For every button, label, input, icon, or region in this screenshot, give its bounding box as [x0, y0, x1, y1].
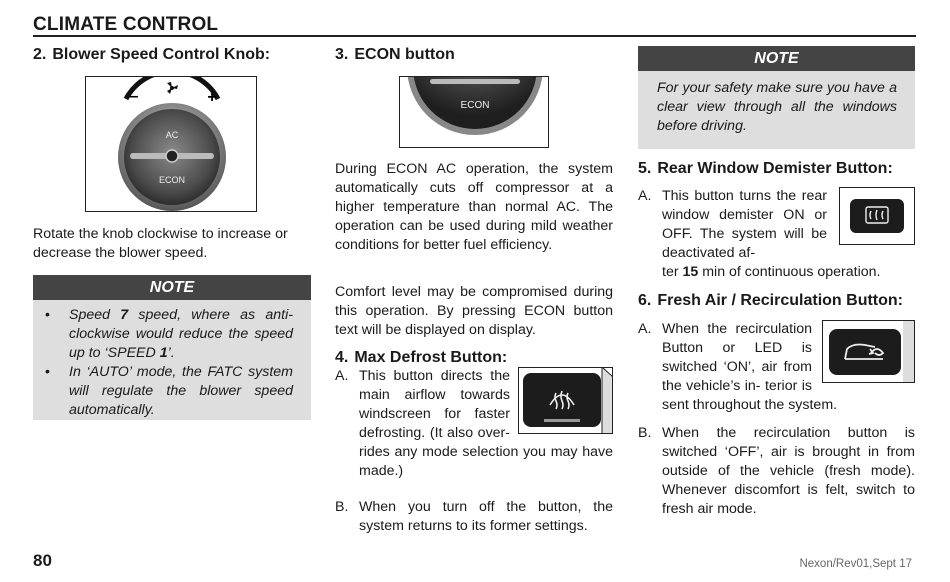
ac-label: AC [165, 130, 179, 140]
section-number: 2. [33, 46, 47, 63]
section-number: 6. [638, 292, 652, 309]
defrost-button-illustration [518, 367, 613, 434]
defrost-button-figure [518, 367, 613, 434]
demister-button-body [850, 199, 904, 233]
item-marker: A. [638, 188, 652, 204]
blower-knob-illustration [86, 77, 257, 212]
column-2 [335, 44, 613, 534]
page-title: CLIMATE CONTROL [33, 14, 219, 35]
defrost-item-a [335, 367, 613, 481]
item-marker: B. [638, 425, 652, 441]
section-4-heading [335, 347, 613, 369]
recirc-button-illustration [823, 321, 914, 382]
section-title: Max Defrost Button: [354, 349, 508, 366]
note-heading: NOTE [33, 275, 311, 300]
section-5-heading [638, 158, 915, 180]
note-bullet-2: • In ‘AUTO’ mode, the FATC system will regulate the blower speed automatically. [45, 364, 293, 418]
note-bullets [33, 300, 311, 420]
recirc-item-b: B. When the recirculation button is switched ‘OFF’, air is brought in from outside of the vehicle (fresh mode). Whenever discomfort is felt, switch to fresh air mode. [638, 425, 915, 517]
section-number: 3. [335, 46, 349, 63]
minus-sign: – [129, 88, 139, 105]
blower-instructions: Rotate the knob clockwise to increase or decrease the blower speed. [33, 226, 288, 261]
defrost-item-b: B. When you turn off the button, the system returns to its former settings. [335, 499, 613, 534]
note-safety-text: For your safety make sure you have a clear view through all the windows before driving. [657, 80, 897, 134]
plus-sign: + [207, 89, 217, 106]
demister-button-illustration [840, 188, 914, 244]
econ-knob-bar [430, 79, 520, 84]
column-1 [33, 44, 311, 418]
econ-label: ECON [158, 175, 186, 185]
blower-knob-figure [85, 76, 257, 212]
econ-button-illustration [400, 77, 549, 148]
note-bullet-1: • Speed 7 speed, where as anti-clockwise would reduce the speed up to ‘SPEED 1’. [45, 307, 293, 361]
note-box-blower [33, 275, 311, 420]
section-title: Rear Window Demister Button: [657, 160, 893, 177]
recirc-item-a-rest: terior is sent throughout the system. [662, 378, 838, 413]
econ-button-figure [399, 76, 549, 148]
section-6-heading [638, 290, 915, 312]
item-marker: A. [335, 368, 349, 384]
section-title: ECON button [354, 46, 455, 63]
demister-button-figure [839, 187, 915, 245]
demister-item-a [638, 187, 915, 282]
section-number: 4. [335, 349, 349, 366]
defrost-item-a-text: This button directs the main airflow towards windscreen for faster defrosting. (It also over- [359, 368, 510, 441]
item-marker: B. [335, 499, 349, 515]
econ-para-1: During ECON AC operation, the system automatically cuts off compressor at a higher temperature than normal AC. The operation can be used during mild weather conditions for better fuel efficiency. [335, 161, 613, 253]
knob-center [166, 150, 178, 162]
demister-item-a-rest: ter 15 min of continuous operation. [662, 264, 881, 280]
econ-para-2: Comfort level may be compromised during this operation. By pressing ECON button text will be displayed on display. [335, 284, 613, 338]
page-number: 80 [33, 551, 52, 570]
recirc-item-a [638, 320, 915, 415]
section-2-heading [33, 44, 311, 66]
bullet-dot: • [45, 307, 50, 323]
fan-icon [167, 82, 178, 94]
document-reference: Nexon/Rev01,Sept 17 [799, 558, 912, 570]
section-title: Fresh Air / Recirculation Button: [657, 292, 903, 309]
note-box-safety [638, 46, 915, 149]
defrost-item-a-rest: rides any mode selection you may have made.) [359, 444, 613, 479]
section-number: 5. [638, 160, 652, 177]
demister-item-a-text: This button turns the rear window demister ON or OFF. The system will be deactivated af- [662, 188, 827, 261]
bullet-dot: • [45, 364, 50, 380]
recirc-item-a-text: When the recirculation Button or LED is switched ‘ON’, air from the vehicle’s in- [662, 321, 812, 394]
econ-label: ECON [460, 100, 490, 111]
recirc-button-figure [822, 320, 915, 383]
note-heading: NOTE [638, 46, 915, 71]
header-rule [33, 35, 916, 37]
recirc-button-body [829, 329, 901, 375]
section-3-heading [335, 44, 613, 66]
item-marker: A. [638, 321, 652, 337]
section-title: Blower Speed Control Knob: [52, 46, 271, 63]
